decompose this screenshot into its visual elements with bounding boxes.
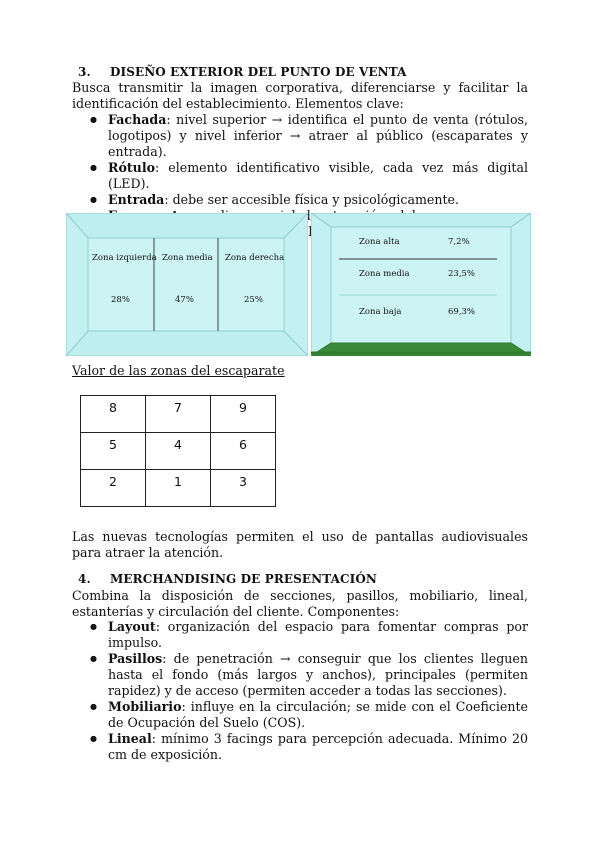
grid-cell: 4 [146,433,211,470]
shop-window-horizontal-drawing [66,213,308,356]
bullet-text: : influye en la circulación; se mide con el Coeficiente de Ocupación del Suelo (COS). [108,699,528,730]
zones-caption: Valor de las zonas del escaparate [72,363,285,378]
section-3-heading [78,65,406,79]
shop-window-horizontal-zones [66,213,308,356]
bullet-term: Layout [108,619,156,634]
window-right-wall [284,213,308,356]
technology-paragraph: Las nuevas tecnologías permiten el uso de pantallas audiovisuales para atraer la atención. [72,529,528,560]
section-4-heading [78,572,377,586]
zone-left-value: 28% [111,295,130,305]
window-left-wall [66,213,88,356]
zone-bottom-label: Zona baja [359,307,402,317]
window-floor [66,331,308,356]
bullet-text: : debe ser accesible física y psicológicamente. [164,192,459,207]
zone-top-value: 7,2% [448,237,470,247]
bullet-term: Lineal [108,731,152,746]
shop-window-vertical-drawing [311,213,531,356]
grid-cell: 1 [146,470,211,507]
window-ceiling [66,213,308,238]
zone-middle-value: 23,5% [448,269,476,279]
bullet-text: : de penetración → conseguir que los clientes lleguen hasta el fondo (más largos y anchos), principales (permiten rapidez) y de acceso (permiten acceder a todas las secciones). [108,651,528,698]
grid-cell: 6 [211,433,276,470]
bullet-term: Rótulo [108,160,156,175]
bullet-term: Pasillos [108,651,163,666]
zone-right-value: 25% [244,295,263,305]
zone-middle-label: Zona media [162,253,213,263]
list-item [72,619,528,651]
list-item [72,731,528,763]
table-row [81,470,276,507]
bullet-term: Entrada [108,192,165,207]
zone-middle-value: 47% [175,295,194,305]
window-left-wall [311,213,331,356]
grid-cell: 3 [211,470,276,507]
bullet-text: : nivel superior → identifica el punto de venta (rótulos, logotipos) y nivel inferior → atraer al público (escaparates y entrada). [108,112,528,159]
list-item [72,699,528,731]
table-row [81,396,276,433]
grid-cell: 2 [81,470,146,507]
window-ceiling [311,213,531,227]
grid-cell: 9 [211,396,276,433]
bullet-text: : elemento identificativo visible, cada vez más digital (LED). [108,160,528,191]
grid-cell: 7 [146,396,211,433]
window-background [311,213,531,356]
section-3-number: 3. [78,65,91,79]
zone-bottom-value: 69,3% [448,307,476,317]
section-3-title: DISEÑO EXTERIOR DEL PUNTO DE VENTA [110,65,407,79]
zone-value-grid [80,395,276,507]
bullet-text: : organización del espacio para fomentar compras por impulso. [108,619,528,650]
bullet-term: Fachada [108,112,167,127]
bullet-term: Mobiliario [108,699,182,714]
shop-window-vertical-zones [311,213,531,356]
window-right-wall [511,213,531,356]
zone-left-label: Zona izquierda [92,253,157,263]
section-3-intro: Busca transmitir la imagen corporativa, diferenciarse y facilitar la identificación del establecimiento. Elementos clave: [72,80,528,111]
table-row [81,433,276,470]
grid-cell: 5 [81,433,146,470]
bullet-text: : mínimo 3 facings para percepción adecuada. Mínimo 20 cm de exposición. [108,731,528,762]
grid-cell: 8 [81,396,146,433]
list-item [72,160,528,192]
zone-middle-label: Zona media [359,269,410,279]
zone-top-label: Zona alta [359,237,400,247]
list-item [72,112,528,160]
list-item [72,192,528,208]
section-4-bullet-list [72,619,528,763]
section-4-number: 4. [78,572,91,586]
zone-right-label: Zona derecha [225,253,285,263]
section-4-intro: Combina la disposición de secciones, pasillos, mobiliario, lineal, estanterías y circulación del cliente. Componentes: [72,588,528,619]
section-4-title: MERCHANDISING DE PRESENTACIÓN [110,572,377,586]
list-item [72,651,528,699]
